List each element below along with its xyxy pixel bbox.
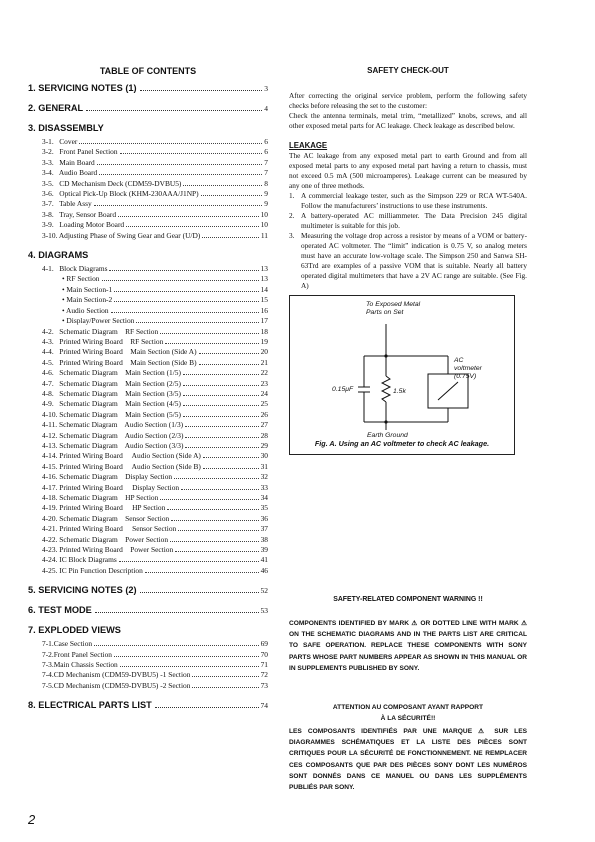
toc-entry: 7-1.Case Section 69: [42, 639, 268, 649]
voltage-limit-label: (0.75V): [454, 373, 477, 380]
warning-title: SAFETY-RELATED COMPONENT WARNING !!: [333, 596, 483, 603]
warning-fr-body: LES COMPOSANTS IDENTIFIÉS PAR UNE MARQUE ⚠ SUR LES DIAGRAMMES SCHÉMATIQUES ET LA LISTE DES PIÈCES SONT CRITIQUES POUR LA SÉCURITÉ DE FONCTIONNEMENT. NE REMPLACER CES COMPOSANTS QUE PAR DES PIÈCES SONY DONT LES NUMÉROS SONT DONNÉS DANS CE MANUEL OU DANS LES SUPPLÉMENTS PUBLIÉS PAR SONY.: [289, 728, 527, 792]
capacitor-label: 0.15μF: [332, 386, 354, 393]
toc-entry: 3-4. Audio Board 7: [42, 168, 268, 178]
ac-label: AC: [454, 357, 464, 364]
table-of-contents: [28, 66, 268, 711]
toc-entry: • Display/Power Section 17: [62, 316, 268, 326]
toc-entry: • Main Section-1 14: [62, 284, 268, 294]
toc-entry: 4-3. Printed Wiring Board RF Section 19: [42, 336, 268, 346]
toc-entry: 4-17. Printed Wiring Board Display Section 33: [42, 482, 268, 492]
leakage-heading: LEAKAGE: [289, 141, 328, 150]
toc-entry: 4-6. Schematic Diagram Main Section (1/5) 22: [42, 368, 268, 378]
toc-entry: 3-2. Front Panel Section 6: [42, 147, 268, 157]
toc-entry: 7-4.CD Mechanism (CDM59-DVBU5) -1 Section 72: [42, 670, 268, 680]
toc-entry: 4-10. Schematic Diagram Main Section (5/5) 26: [42, 409, 268, 419]
circuit-diagram: [290, 296, 514, 454]
toc-entry: • RF Section 13: [62, 274, 268, 284]
list-item: 1. A commercial leakage tester, such as the Simpson 229 or RCA WT-540A. Follow the manufacturers’ instructions to use these instruments.: [289, 191, 527, 210]
toc-entry: 4-5. Printed Wiring Board Main Section (Side B) 21: [42, 357, 268, 367]
earth-ground-label: Earth Ground: [367, 432, 408, 439]
list-item: 3. Measuring the voltage drop across a resistor by means of a VOM or battery-operated AC voltmeter. The “limit” indication is 0.75 V, so analog meters must have an accurate low-voltage scale. The Simpson 250 and Sanwa SH-63Trd are examples of a passive VOM that is suitable. Nearly all battery operated digital multimeters that have a 2V AC range are suitable. (See Fig. A): [289, 231, 527, 290]
toc-entry: 4-23. Printed Wiring Board Power Section 39: [42, 545, 268, 555]
toc-entry: • Main Section-2 15: [62, 295, 268, 305]
page-number: 2: [28, 812, 36, 827]
fig-label-parts-on-set: Parts on Set: [366, 309, 404, 316]
toc-page-number: 4: [264, 104, 268, 113]
toc-entry: 4-15. Printed Wiring Board Audio Section (Side B) 31: [42, 461, 268, 471]
toc-entry: 4-19. Printed Wiring Board HP Section 35: [42, 503, 268, 513]
toc-entry: 4-8. Schematic Diagram Main Section (3/5) 24: [42, 388, 268, 398]
toc-entry: 4-24. IC Block Diagrams 41: [42, 555, 268, 565]
toc-section-heading: 2. GENERAL 4: [28, 103, 268, 113]
toc-section-heading: 6. TEST MODE 53: [28, 605, 268, 616]
toc-entry: 3-7. Table Assy 9: [42, 199, 268, 209]
toc-entry: 3-5. CD Mechanism Deck (CDM59-DVBU5) 8: [42, 178, 268, 188]
toc-entry: 4-18. Schematic Diagram HP Section 34: [42, 493, 268, 502]
warning-fr-title: ATTENTION AU COMPOSANT AYANT RAPPORT À LA SÉCURITÉ!!: [332, 704, 484, 722]
list-item: 2. A battery-operated AC milliammeter. The Data Precision 245 digital multimeter is suitable for this job.: [289, 211, 527, 230]
toc-section-heading: 3. DISASSEMBLY: [28, 123, 104, 133]
resistor-label: 1.5k: [393, 388, 406, 395]
toc-entry: • Audio Section 16: [62, 305, 268, 315]
toc-section-heading: 8. ELECTRICAL PARTS LIST 74: [28, 700, 268, 711]
toc-section-heading: 5. SERVICING NOTES (2) 52: [28, 585, 268, 596]
toc-page-number: 53: [260, 606, 268, 616]
toc-body: [28, 83, 268, 711]
toc-entry: 7-3.Main Chassis Section 71: [42, 660, 268, 670]
toc-section-heading: 7. EXPLODED VIEWS: [28, 625, 121, 636]
toc-title: TABLE OF CONTENTS: [99, 66, 197, 76]
toc-entry: 4-14. Printed Wiring Board Audio Section (Side A) 30: [42, 451, 268, 461]
fig-label-exposed-metal: To Exposed Metal: [366, 301, 421, 308]
toc-entry: 4-1. Block Diagrams 13: [42, 264, 268, 274]
toc-entry: 4-22. Schematic Diagram Power Section 38: [42, 534, 268, 544]
toc-entry: 4-16. Schematic Diagram Display Section 32: [42, 472, 268, 482]
toc-page-number: 3: [264, 84, 268, 93]
toc-entry: 4-11. Schematic Diagram Audio Section (1/3) 27: [42, 420, 268, 430]
figure-a-leakage-circuit: [289, 295, 515, 455]
toc-page-number: 74: [260, 701, 268, 711]
toc-entry: 4-21. Printed Wiring Board Sensor Section 37: [42, 524, 268, 534]
toc-entry: 4-7. Schematic Diagram Main Section (2/5) 23: [42, 378, 268, 388]
toc-entry: 4-20. Schematic Diagram Sensor Section 36: [42, 513, 268, 523]
toc-entry: 4-2. Schematic Diagram RF Section 18: [42, 326, 268, 336]
leakage-text: The AC leakage from any exposed metal part to earth Ground and from all exposed metal parts to any exposed metal part having a return to chassis, must not exceed 0.5 mA (500 microamperes). Leakage current can be measured by any one of three methods.: [289, 151, 527, 190]
toc-page-number: 52: [260, 586, 268, 596]
voltmeter-label: voltmeter: [454, 365, 482, 372]
toc-entry: 3-3. Main Board 7: [42, 157, 268, 167]
toc-entry: 4-12. Schematic Diagram Audio Section (2/3) 28: [42, 430, 268, 440]
toc-entry: 3-6. Optical Pick-Up Block (KHM-230AAA/J1NP) 9: [42, 189, 268, 199]
warning-body: COMPONENTS IDENTIFIED BY MARK ⚠ OR DOTTED LINE WITH MARK ⚠ ON THE SCHEMATIC DIAGRAMS AND IN THE PARTS LIST ARE CRITICAL TO SAFE OPERATION. REPLACE THESE COMPONENTS WITH SONY PARTS WHOSE PART NUMBERS APPEAR AS SHOWN IN THIS MANUAL OR IN SUPPLEMENTS PUBLISHED BY SONY.: [289, 620, 527, 672]
toc-section-heading: 1. SERVICING NOTES (1) 3: [28, 83, 268, 93]
toc-entry: 3-1. Cover 6: [42, 137, 268, 146]
toc-entry: 3-8. Tray, Sensor Board 10: [42, 209, 268, 219]
toc-entry: 4-13. Schematic Diagram Audio Section (3/3) 29: [42, 440, 268, 450]
safety-intro-2: Check the antenna terminals, metal trim, “metallized” knobs, screws, and all other exposed metal parts for AC leakage. Check leakage as described below.: [289, 111, 527, 130]
toc-entry: 3-10. Adjusting Phase of Swing Gear and Gear (U/D) 11: [42, 230, 268, 240]
toc-entry: 7-5.CD Mechanism (CDM59-DVBU5) -2 Section 73: [42, 680, 268, 690]
toc-entry: 7-2.Front Panel Section 70: [42, 649, 268, 659]
leakage-methods-list: [289, 191, 527, 291]
toc-entry: 4-9. Schematic Diagram Main Section (4/5) 25: [42, 399, 268, 409]
safety-intro: After correcting the original service problem, perform the following safety checks before releasing the set to the customer:: [289, 91, 527, 110]
toc-entry: 4-25. IC Pin Function Description 46: [42, 565, 268, 575]
figure-caption: Fig. A. Using an AC voltmeter to check AC leakage.: [314, 439, 490, 448]
safety-title: SAFETY CHECK-OUT: [367, 66, 449, 75]
toc-section-heading: 4. DIAGRAMS: [28, 250, 89, 261]
toc-entry: 3-9. Loading Motor Board 10: [42, 220, 268, 230]
safety-checkout: [289, 66, 527, 455]
toc-entry: 4-4. Printed Wiring Board Main Section (Side A) 20: [42, 347, 268, 357]
